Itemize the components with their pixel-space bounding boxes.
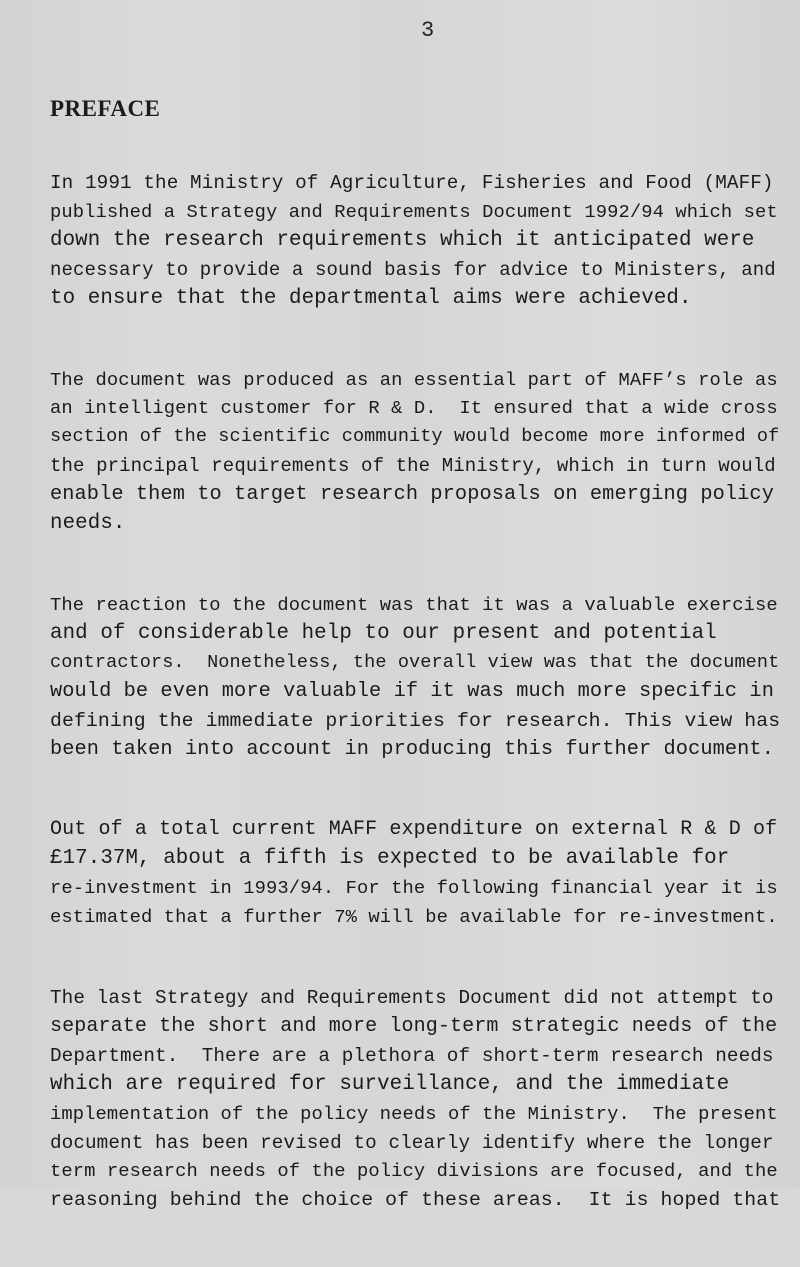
paragraph-3 (50, 591, 780, 764)
text-line: term research needs of the policy divisions are focused, and the (50, 1160, 778, 1183)
text-line: estimated that a further 7% will be available for re-investment. (50, 906, 778, 929)
text-line: document has been revised to clearly identify where the longer (50, 1131, 774, 1154)
text-line: Department. There are a plethora of short-term research needs (50, 1044, 774, 1067)
text-line: an intelligent customer for R & D. It ensured that a wide cross (50, 397, 778, 420)
text-line: reasoning behind the choice of these areas. It is hoped that (50, 1189, 781, 1212)
text-line: necessary to provide a sound basis for advice to Ministers, and (50, 258, 776, 281)
text-line: defining the immediate priorities for research. This view has (50, 709, 781, 732)
paragraph-2 (50, 366, 780, 539)
preface-body (50, 169, 780, 1267)
text-line: contractors. Nonetheless, the overall view was that the document (50, 651, 780, 673)
text-line: £17.37M, about a fifth is expected to be available for (50, 847, 730, 871)
text-line: The reaction to the document was that it was a valuable exercise (50, 593, 778, 616)
text-line: implementation of the policy needs of the Ministry. The present (50, 1102, 778, 1125)
paragraph-4 (50, 816, 780, 932)
text-line: and of considerable help to our present and potential (50, 621, 717, 645)
text-line: separate the short and more long-term strategic needs of the (50, 1014, 778, 1038)
text-line: which are required for surveillance, and the immediate (50, 1072, 730, 1096)
text-line: Out of a total current MAFF expenditure on external R & D of (50, 818, 778, 842)
paragraph-1 (50, 169, 780, 314)
page-number: 3 (421, 18, 435, 43)
text-line: The last Strategy and Requirements Document did not attempt to (50, 987, 774, 1010)
paragraph-5 (50, 984, 780, 1215)
text-line: enable them to target research proposals on emerging policy (50, 483, 774, 507)
text-line: The document was produced as an essential part of MAFF’s role as (50, 368, 778, 391)
text-line: would be even more valuable if it was much more specific in (50, 679, 774, 703)
text-line: In 1991 the Ministry of Agriculture, Fisheries and Food (MAFF) (50, 172, 774, 194)
text-line: the principal requirements of the Ministry, which in turn would (50, 455, 776, 478)
text-line: re-investment in 1993/94. For the following financial year it is (50, 877, 778, 900)
preface-heading: PREFACE (50, 96, 161, 121)
text-line: published a Strategy and Requirements Document 1992/94 which set (50, 200, 778, 223)
text-line: down the research requirements which it anticipated were (50, 228, 755, 252)
text-line: to ensure that the departmental aims were achieved. (50, 286, 692, 310)
text-line: been taken into account in producing this further document. (50, 737, 774, 761)
text-line: needs. (50, 512, 126, 536)
text-line: section of the scientific community would become more informed of (50, 426, 780, 448)
